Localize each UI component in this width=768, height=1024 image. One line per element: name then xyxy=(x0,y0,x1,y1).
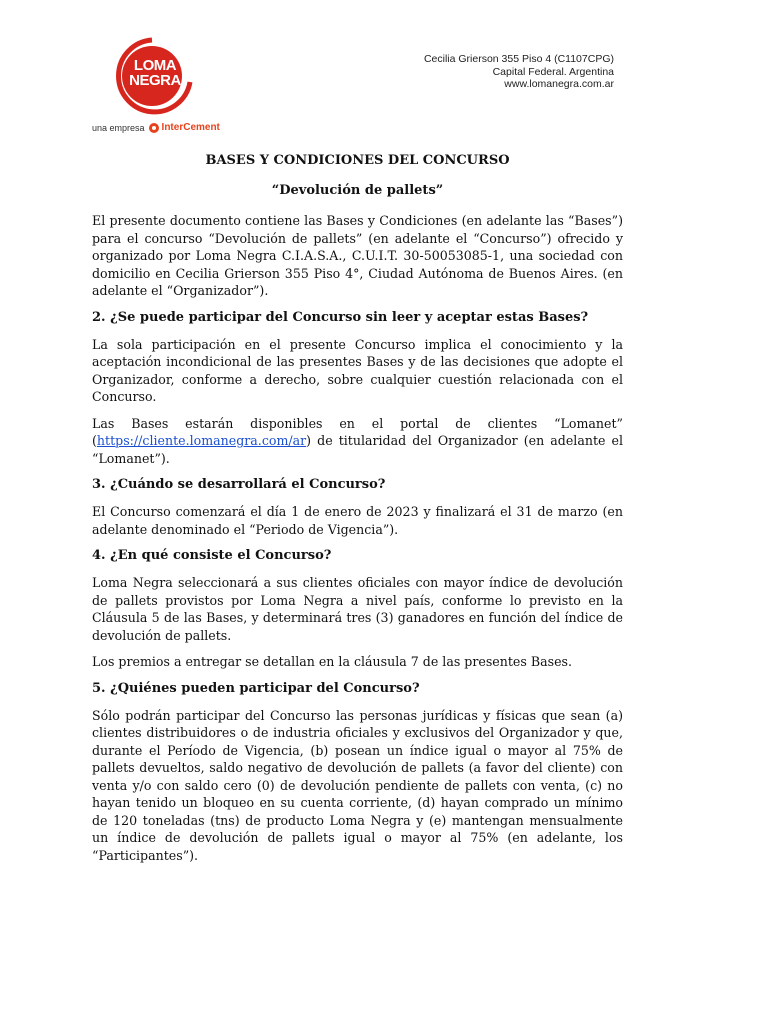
section-2-paragraph-1: La sola participación en el presente Concurso implica el conocimiento y la aceptación incondicional de las presentes Bases y de las decisiones que adopte el Organizador, conforme a derecho, sobre cualquier cuestión relacionada con el Concurso. xyxy=(92,336,623,404)
address-city: Capital Federal. Argentina xyxy=(492,65,614,78)
tagline-brand: InterCement xyxy=(161,122,220,133)
logo-line-loma: LOMA xyxy=(133,57,177,74)
document-subtitle: “Devolución de pallets” xyxy=(271,183,444,198)
company-logo xyxy=(92,36,220,144)
address-website: www.lomanegra.com.ar xyxy=(504,78,614,90)
intro-paragraph: El presente documento contiene las Bases y Condiciones (en adelante las “Bases”) para el concurso “Devolución de pallets” (en adelante el “Concurso”) ofrecido y organizado por Loma Negra C.I.A.S.A., C.U.I.T. 30-50053085-1, una sociedad con domicilio en Cecilia Grierson 355 Piso 4°, Ciudad Autónoma de Buenos Aires. (en adelante el “Organizador”). xyxy=(92,213,623,298)
section-5-paragraph-1: Sólo podrán participar del Concurso las personas jurídicas y físicas que sean (a) clientes distribuidores o de industria oficiales y exclusivos del Organizador y que, durante el Período de Vigencia, (b) posean un índice igual o mayor al 75% de pallets devueltos, saldo negativo de devolución de pallets (a favor del cliente) con venta y/o con saldo cero (0) de devolución pendiente de pallets con venta, (c) no hayan tenido un bloqueo en su cuenta corriente, (d) hayan comprado un mínimo de 120 toneladas (tns) de producto Loma Negra y (e) mantengan mensualmente un índice de devolución de pallets igual o mayor al 75% (en adelante, los “Participantes”). xyxy=(92,707,623,863)
section-2-text-after-link: ) de titularidad del Organizador (en adelante el “Lomanet”). xyxy=(92,433,623,466)
section-2-text-before-link: Las Bases estarán disponibles en el portal de clientes “Lomanet” ( xyxy=(92,415,623,448)
intercement-icon xyxy=(149,123,159,133)
document-title: BASES Y CONDICIONES DEL CONCURSO xyxy=(205,153,510,168)
lomanet-link[interactable]: https://cliente.lomanegra.com/ar xyxy=(96,433,307,448)
section-5-heading: 5. ¿Quiénes pueden participar del Concurso? xyxy=(92,680,420,696)
logo-text xyxy=(120,58,190,88)
company-address xyxy=(424,53,614,91)
section-3-paragraph-1: El Concurso comenzará el día 1 de enero de 2023 y finalizará el 31 de marzo (en adelante denominado el “Periodo de Vigencia”). xyxy=(92,504,623,537)
tagline xyxy=(92,122,220,133)
tagline-prefix: una empresa xyxy=(92,122,145,133)
section-2-paragraph-2 xyxy=(92,415,623,468)
section-4-paragraph-2: Los premios a entregar se detallan en la cláusula 7 de las presentes Bases. xyxy=(92,654,572,669)
section-3-heading: 3. ¿Cuándo se desarrollará el Concurso? xyxy=(92,477,386,492)
document-body xyxy=(92,152,623,873)
section-4-heading: 4. ¿En qué consiste el Concurso? xyxy=(92,548,332,563)
section-4-paragraph-1: Loma Negra seleccionará a sus clientes oficiales con mayor índice de devolución de pallets provistos por Loma Negra a nivel país, conforme lo previsto en la Cláusula 5 de las Bases, y determinará tres (3) ganadores en función del índice de devolución de pallets. xyxy=(92,575,623,643)
logo-line-negra: NEGRA xyxy=(129,72,181,89)
section-2-heading: 2. ¿Se puede participar del Concurso sin leer y aceptar estas Bases? xyxy=(92,309,589,325)
address-street: Cecilia Grierson 355 Piso 4 (C1107CPG) xyxy=(423,53,614,65)
